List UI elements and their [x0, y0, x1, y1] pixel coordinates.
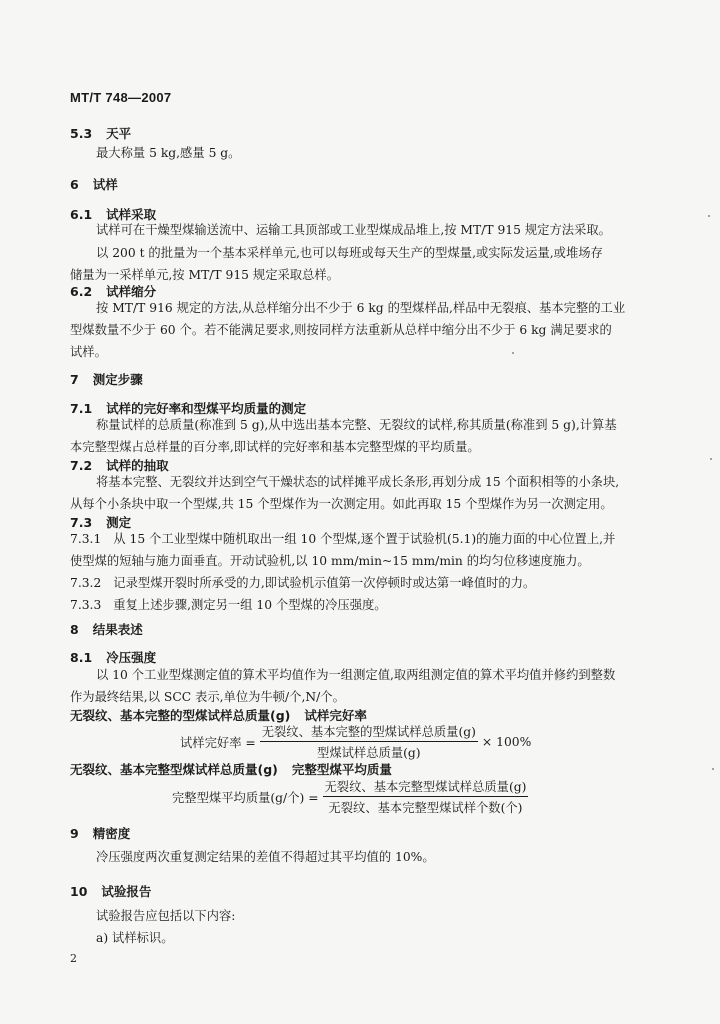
- section-title: 完整型煤平均质量: [291, 762, 392, 777]
- scan-speck: [512, 352, 514, 354]
- formula-tail: × 100%: [481, 734, 532, 749]
- fraction: [323, 777, 529, 816]
- scan-speck: [710, 458, 712, 460]
- heading-5-3: [70, 124, 131, 142]
- section-number: 无裂纹、基本完整的型煤试样总质量(g): [70, 708, 291, 723]
- heading-8: [70, 620, 143, 638]
- formula-lhs: 完整型煤平均质量(g/个) =: [172, 790, 319, 805]
- paragraph: 按 MT/T 916 规定的方法,从总样缩分出不少于 6 kg 的型煤样品,样品中无裂痕、基本完整的工业: [96, 301, 626, 315]
- section-title: 试样的抽取: [106, 458, 169, 473]
- heading-10: [70, 882, 151, 900]
- formula-average-mass: [172, 777, 532, 816]
- paragraph: 称量试样的总质量(称准到 5 g),从中选出基本完整、无裂纹的试样,称其质量(称准到 5 g),计算基: [96, 418, 617, 432]
- clause-number: 7.3.3: [70, 598, 102, 612]
- clause-number: 7.3.1: [70, 532, 102, 546]
- section-title: 精密度: [92, 826, 131, 841]
- clause-text: 从 15 个工业型煤中随机取出一组 10 个型煤,逐个置于试验机(5.1)的施力面的中心位置上,并: [113, 532, 616, 546]
- section-number: 10: [70, 884, 88, 899]
- heading-7: [70, 370, 143, 388]
- paragraph: 冷压强度两次重复测定结果的差值不得超过其平均值的 10%。: [96, 850, 435, 864]
- fraction-numerator: 无裂纹、基本完整的型煤试样总质量(g): [260, 722, 478, 742]
- paragraph: 最大称量 5 kg,感量 5 g。: [96, 146, 241, 160]
- section-number: 7: [70, 372, 79, 387]
- list-item-a: a) 试样标识。: [96, 931, 174, 945]
- paragraph: 将基本完整、无裂纹并达到空气干燥状态的试样摊平成长条形,再划分成 15 个面积相等的小条块,: [96, 475, 620, 489]
- section-title: 试样的完好率和型煤平均质量的测定: [106, 401, 307, 416]
- section-title: 结果表述: [92, 622, 143, 637]
- section-number: 5.3: [70, 126, 93, 141]
- formula-lhs: 试样完好率 =: [180, 735, 256, 750]
- paragraph-7-3-3: [70, 594, 387, 617]
- fraction-denominator: 无裂纹、基本完整型煤试样个数(个): [328, 801, 523, 815]
- section-number: 7.2: [70, 458, 93, 473]
- clause-number: 7.3.2: [70, 576, 102, 590]
- paragraph: 试验报告应包括以下内容:: [96, 909, 236, 923]
- section-number: 8.1: [70, 650, 93, 665]
- section-number: 6: [70, 177, 79, 192]
- section-number: 8: [70, 622, 79, 637]
- paragraph-7-3-2: [70, 572, 535, 595]
- paragraph: 型煤数量不少于 60 个。若不能满足要求,则按同样方法重新从总样中缩分出不少于 6 kg 满足要求的: [70, 323, 612, 337]
- standard-header: MT/T 748—2007: [70, 90, 172, 105]
- section-number: 9: [70, 826, 79, 841]
- formula-completeness-rate: [180, 722, 531, 761]
- fraction-denominator: 型煤试样总质量(g): [317, 746, 421, 760]
- paragraph: 作为最终结果,以 SCC 表示,单位为牛顿/个,N/个。: [70, 690, 345, 704]
- paragraph: 储量为一采样单元,按 MT/T 915 规定采取总样。: [70, 268, 339, 282]
- paragraph: 从每个小条块中取一个型煤,共 15 个型煤作为一次测定用。如此再取 15 个型煤作为另一次测定用。: [70, 497, 613, 511]
- paragraph: 本完整型煤占总样量的百分率,即试样的完好率和基本完整型煤的平均质量。: [70, 440, 480, 454]
- section-number: 7.3: [70, 515, 93, 530]
- heading-8-3: [70, 760, 392, 778]
- paragraph: 以 10 个工业型煤测定值的算术平均值作为一组测定值,取两组测定值的算术平均值并修约到整数: [96, 668, 616, 682]
- section-title: 测定: [106, 515, 132, 530]
- paragraph: 以 200 t 的批量为一个基本采样单元,也可以每班或每天生产的型煤量,或实际发运量,或堆场存: [96, 246, 603, 260]
- fraction-numerator: 无裂纹、基本完整型煤试样总质量(g): [323, 777, 529, 797]
- clause-text: 重复上述步骤,测定另一组 10 个型煤的冷压强度。: [113, 598, 387, 612]
- paragraph-7-3-1: [70, 528, 615, 551]
- section-title: 试验报告: [101, 884, 152, 899]
- section-title: 测定步骤: [92, 372, 143, 387]
- paragraph: 使型煤的短轴与施力面垂直。开动试验机,以 10 mm/min~15 mm/min 的均匀位移速度施力。: [70, 554, 590, 568]
- page-number: 2: [70, 952, 77, 965]
- heading-6: [70, 175, 118, 193]
- clause-text: 记录型煤开裂时所承受的力,即试验机示值第一次停顿时或达第一峰值时的力。: [113, 576, 536, 590]
- section-title: 试样: [92, 177, 118, 192]
- section-number: 6.2: [70, 284, 93, 299]
- scan-speck: [708, 215, 710, 217]
- section-title: 试样采取: [106, 207, 157, 222]
- section-number: 6.1: [70, 207, 93, 222]
- heading-9: [70, 824, 130, 842]
- paragraph: 试样。: [70, 345, 107, 359]
- paragraph: 试样可在干燥型煤输送流中、运输工具顶部或工业型煤成品堆上,按 MT/T 915 规定方法采取。: [96, 223, 611, 237]
- section-number: 无裂纹、基本完整型煤试样总质量(g): [70, 762, 278, 777]
- section-title: 天平: [106, 126, 132, 141]
- scan-speck: [712, 768, 714, 770]
- section-title: 试样缩分: [106, 284, 157, 299]
- fraction: [260, 722, 478, 761]
- section-title: 冷压强度: [106, 650, 157, 665]
- section-number: 7.1: [70, 401, 93, 416]
- section-title: 试样完好率: [304, 708, 367, 723]
